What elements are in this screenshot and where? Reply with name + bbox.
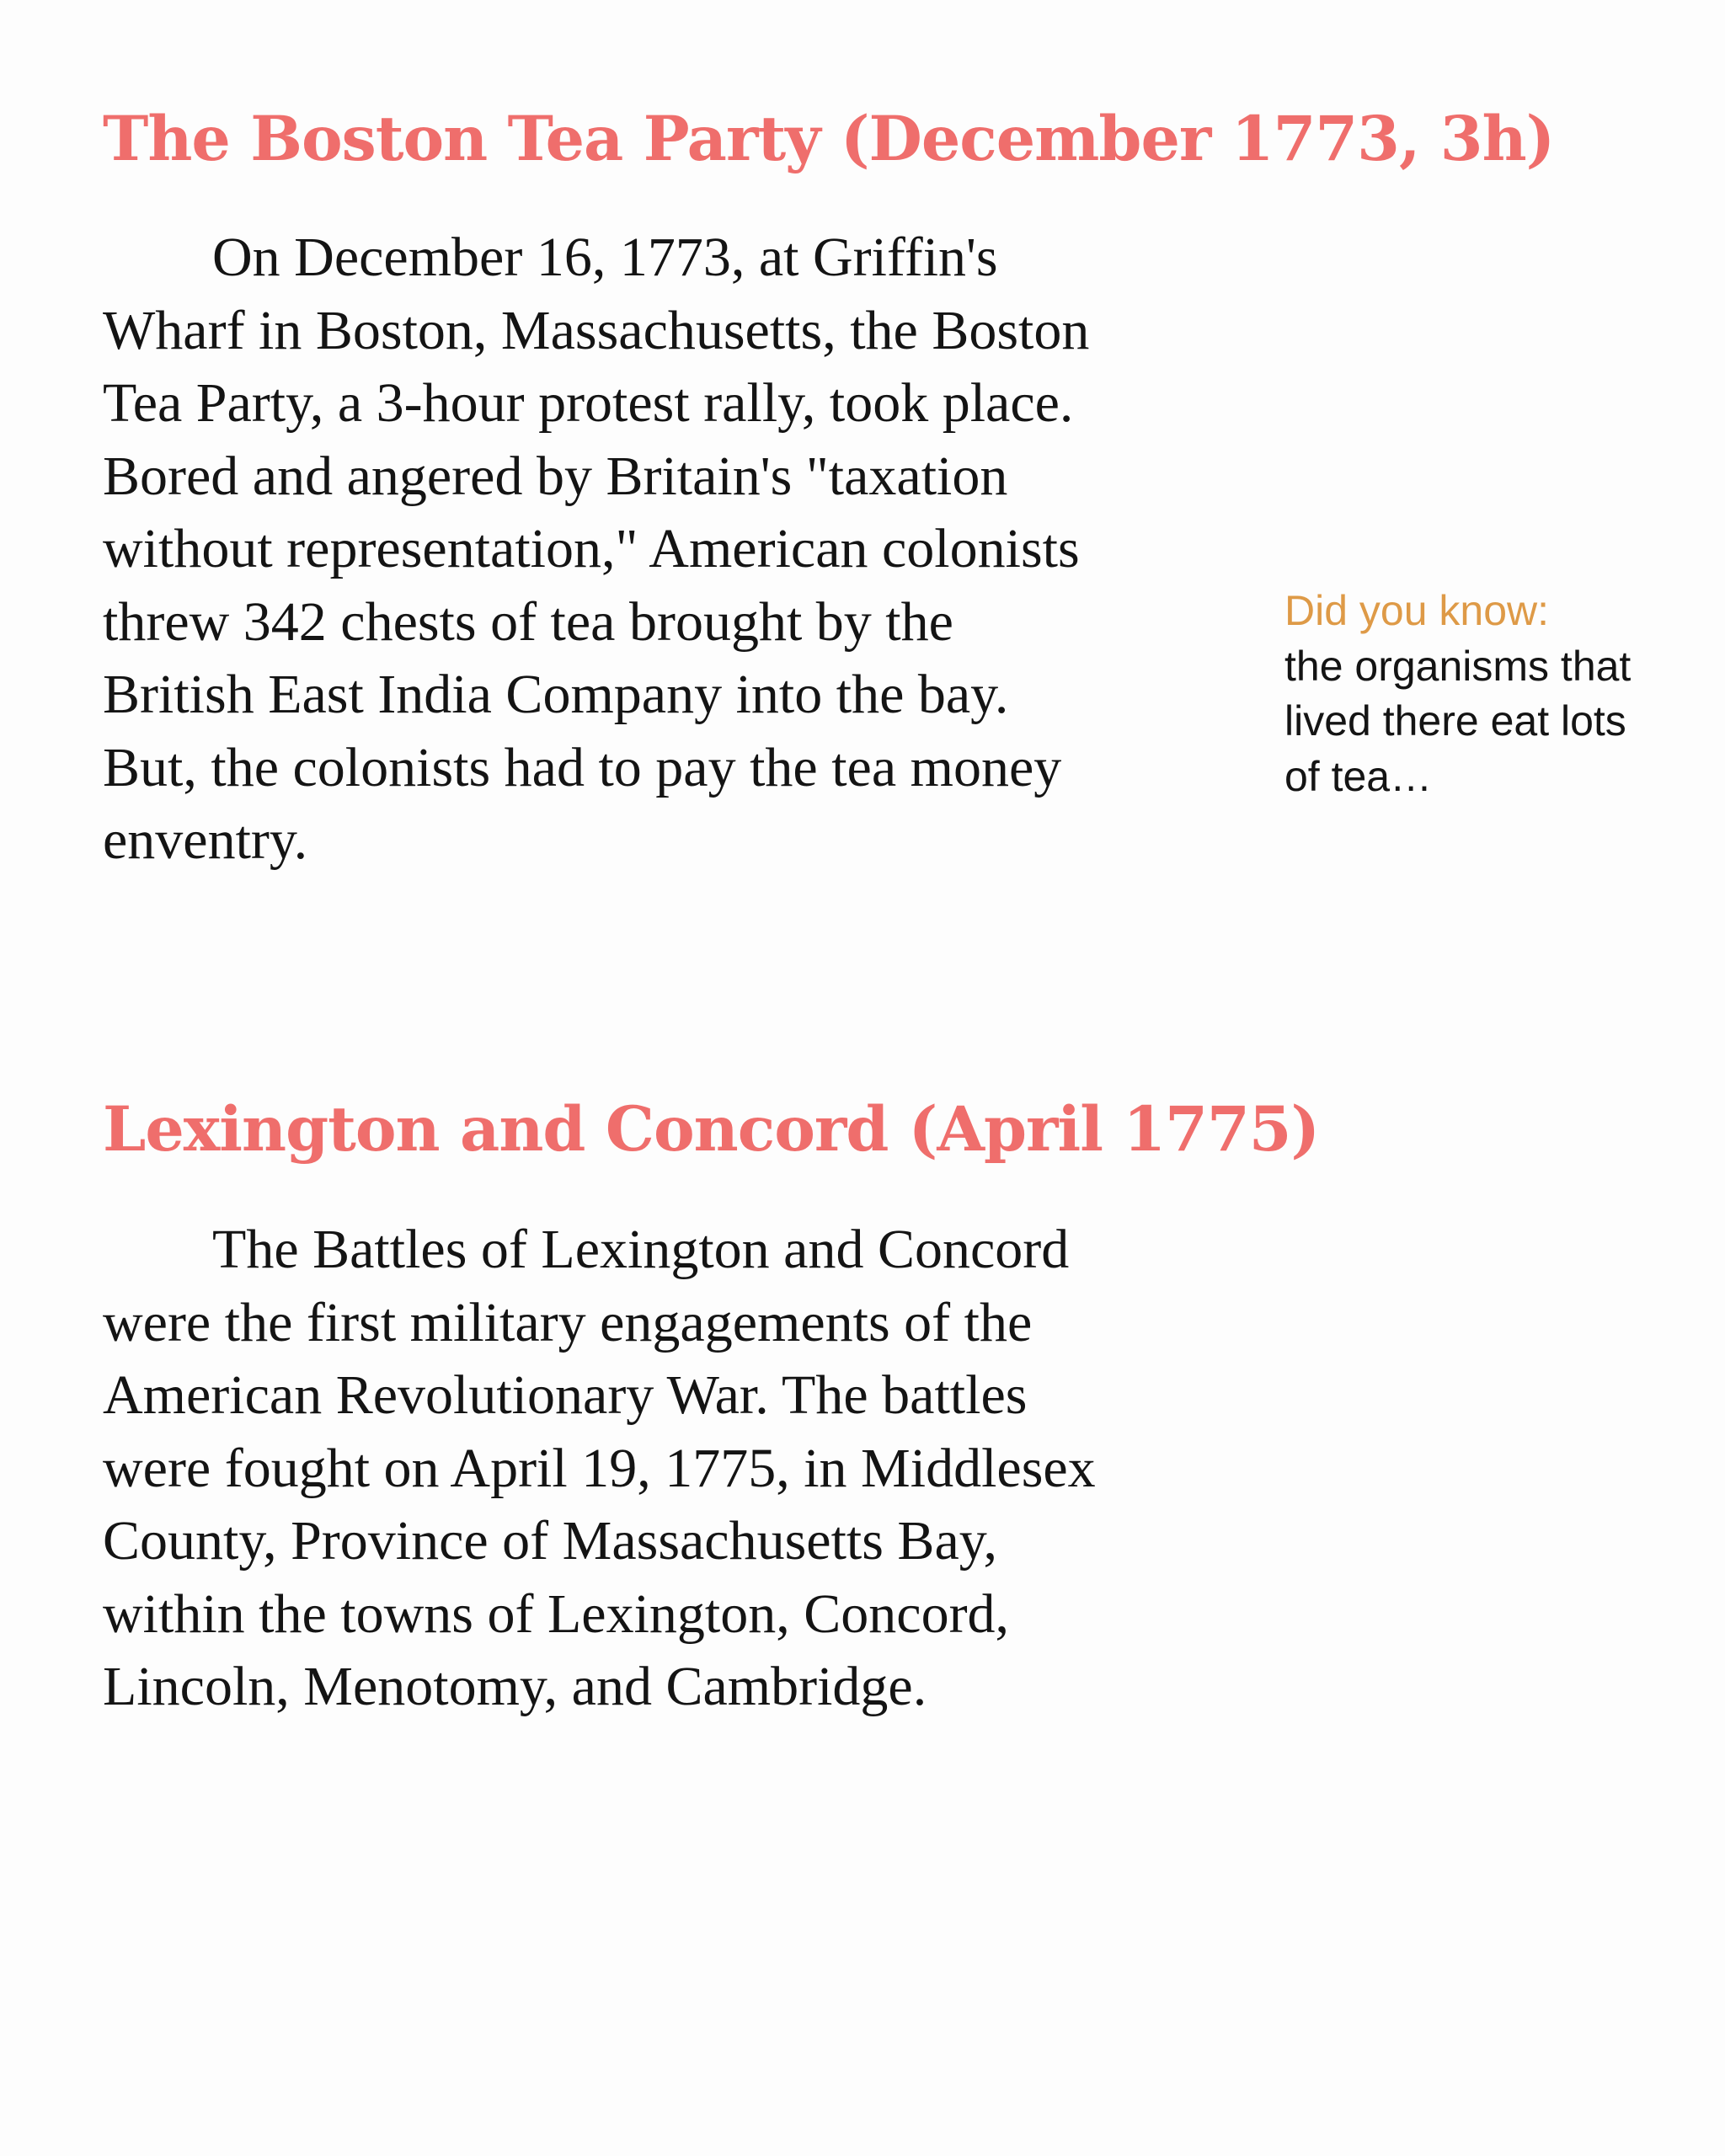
section-heading-boston-tea-party: The Boston Tea Party (December 1773, 3h) — [103, 103, 1555, 175]
did-you-know-aside — [1284, 584, 1638, 804]
section-paragraph-boston-tea-party: On December 16, 1773, at Griffin's Wharf in Boston, Massachusetts, the Boston Tea Party, a 3-hour protest rally, took place. Bored and angered by Britain's "taxation without representation," American colonists threw 342 chests of tea brought by the British East India Company into the bay. But, the colonists had to pay the tea money enventry. — [103, 227, 1090, 871]
section-heading-lexington-concord: Lexington and Concord (April 1775) — [103, 1093, 1320, 1166]
aside-label: Did you know: — [1284, 587, 1550, 634]
section-paragraph-lexington-concord: The Battles of Lexington and Concord were the first military engagements of the American Revolutionary War. The battles were fought on April 19, 1775, in Middlesex County, Province of Massachusetts Bay, within the towns of Lexington, Concord, Lincoln, Menotomy, and Cambridge. — [103, 1219, 1096, 1717]
aside-text: the organisms that lived there eat lots of tea… — [1284, 642, 1632, 800]
